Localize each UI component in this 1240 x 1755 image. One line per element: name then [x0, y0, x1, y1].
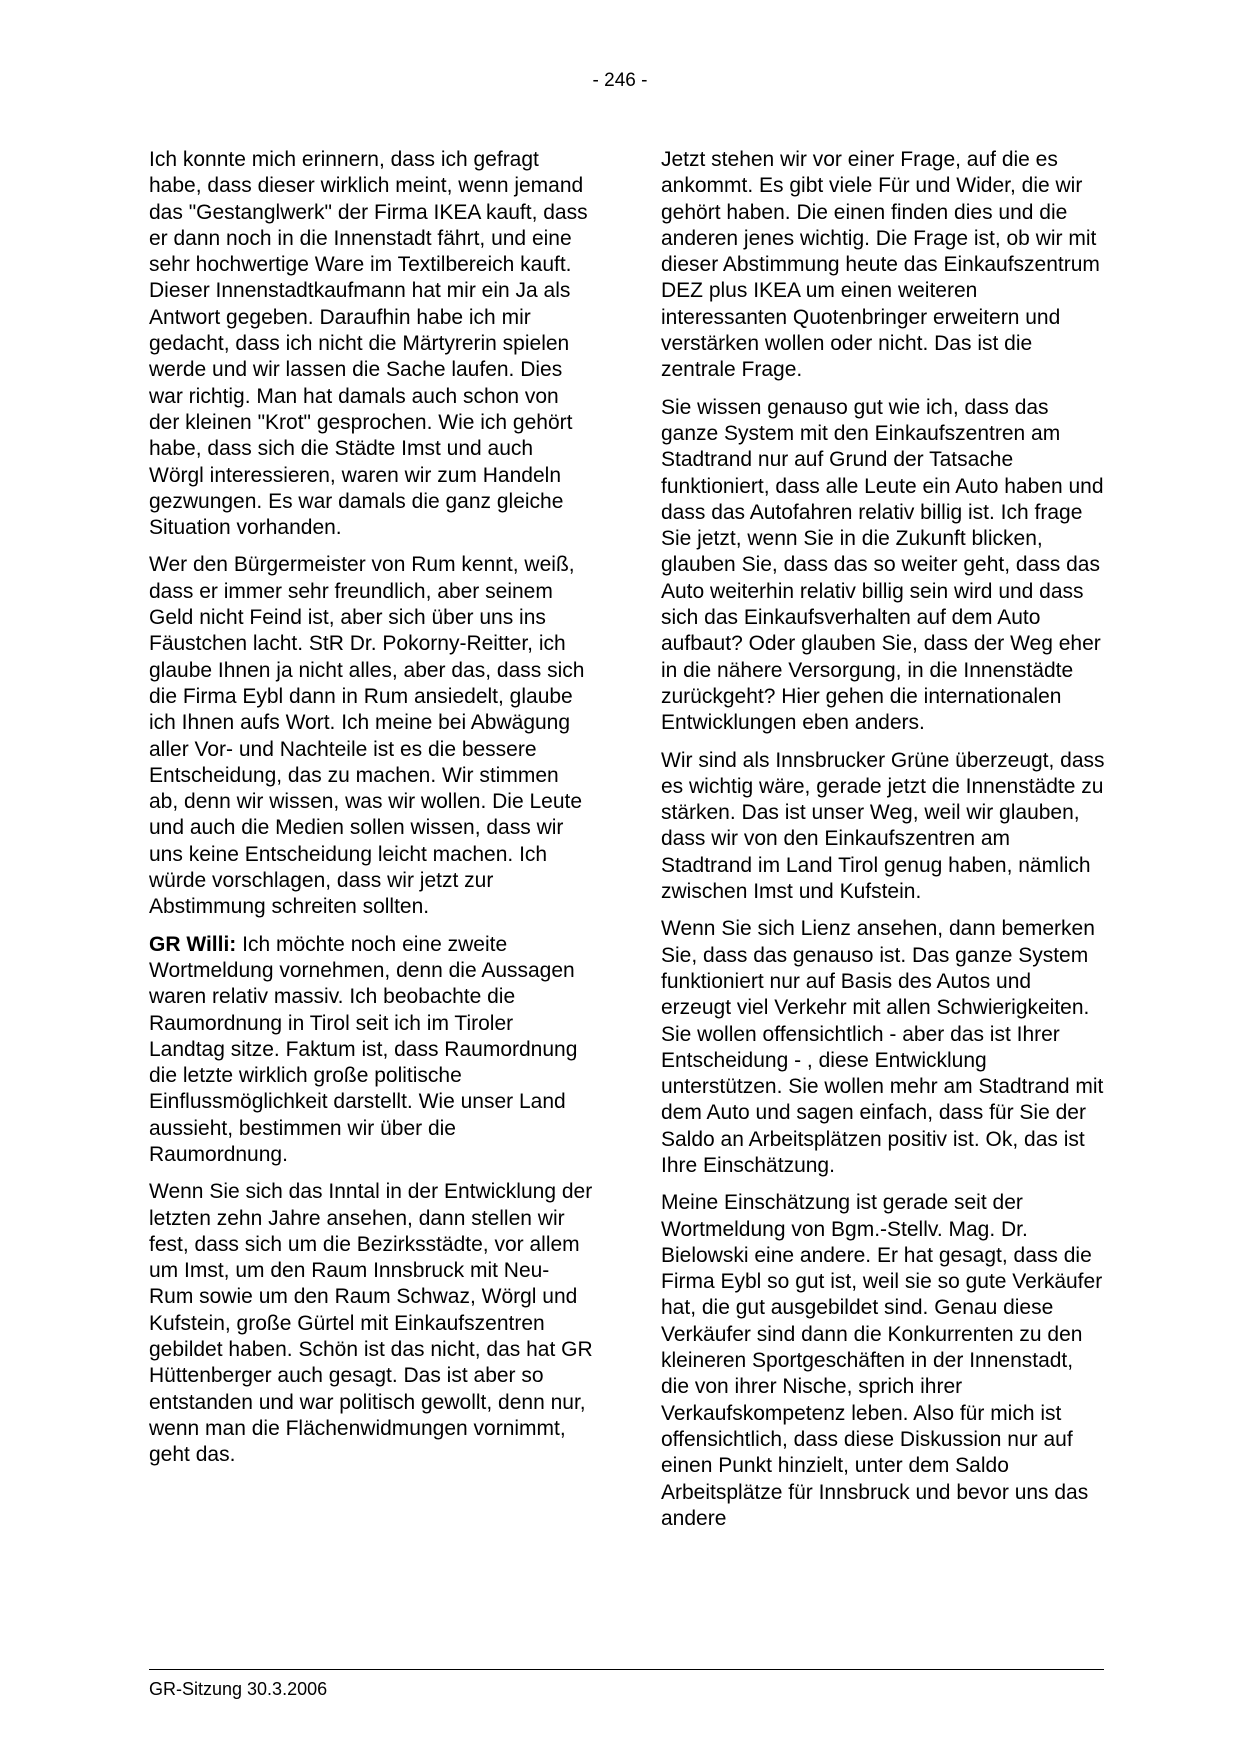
speaker-statement: Ich möchte noch eine zweite Wortmeldung vornehmen, denn die Aussagen waren relativ massiv. Ich beobachte die Raumordnung in Tirol seit ich im Tiroler Landtag sitze. Faktum ist, dass Raumordnung die letzte wirklich große politische Einflussmöglichkeit darstellt. Wie unser Land aussieht, bestimmen wir über die Raumordnung.: [149, 932, 578, 1166]
right-column: [661, 147, 1105, 1543]
speaker-name: GR Willi:: [149, 932, 237, 956]
footer-session-date: GR-Sitzung 30.3.2006: [149, 1679, 328, 1699]
page-number: - 246 -: [592, 70, 648, 91]
paragraph: Wir sind als Innsbrucker Grüne überzeugt, dass es wichtig wäre, gerade jetzt die Innenstädte zu stärken. Das ist unser Weg, weil wir glauben, dass wir von den Einkaufszentren am Stadtrand im Land Tirol genug haben, nämlich zwischen Imst und Kufstein.: [661, 748, 1105, 904]
footer-divider: [149, 1669, 1104, 1670]
left-column: [149, 147, 593, 1480]
paragraph: Wer den Bürgermeister von Rum kennt, weiß, dass er immer sehr freundlich, aber seinem Geld nicht Feind ist, aber sich über uns ins Fäustchen lacht. StR Dr. Pokorny-Reitter, ich glaube Ihnen ja nicht alles, aber das, dass sich die Firma Eybl dann in Rum ansiedelt, glaube ich Ihnen aufs Wort. Ich meine bei Abwägung aller Vor- und Nachteile ist es die bessere Entscheidung, das zu machen. Wir stimmen ab, denn wir wissen, was wir wollen. Die Leute und auch die Medien sollen wissen, dass wir uns keine Entscheidung leicht machen. Ich würde vorschlagen, dass wir jetzt zur Abstimmung schreiten sollten.: [149, 553, 585, 919]
paragraph: Jetzt stehen wir vor einer Frage, auf die es ankommt. Es gibt viele Für und Wider, die wir gehört haben. Die einen finden dies und die anderen jenes wichtig. Die Frage ist, ob wir mit dieser Abstimmung heute das Einkaufszentrum DEZ plus IKEA um einen weiteren interessanten Quotenbringer erweitern und verstärken wollen oder nicht. Das ist die zentrale Frage.: [661, 148, 1100, 382]
paragraph: Sie wissen genauso gut wie ich, dass das ganze System mit den Einkaufszentren am Stadtrand nur auf Grund der Tatsache funktioniert, dass alle Leute ein Auto haben und dass das Autofahren relativ billig ist. Ich frage Sie jetzt, wenn Sie in die Zukunft blicken, glauben Sie, dass das so weiter geht, dass das Auto weiterhin relativ billig sein wird und dass sich das Einkaufsverhalten auf dem Auto aufbaut? Oder glauben Sie, dass der Weg eher in die nähere Versorgung, in die Innenstädte zurückgeht? Hier gehen die internationalen Entwicklungen eben anders.: [661, 395, 1104, 735]
paragraph: Ich konnte mich erinnern, dass ich gefragt habe, dass dieser wirklich meint, wenn jemand das "Gestanglwerk" der Firma IKEA kauft, dass er dann noch in die Innenstadt fährt, und eine sehr hochwertige Ware im Textilbereich kauft. Dieser Innenstadtkaufmann hat mir ein Ja als Antwort gegeben. Daraufhin habe ich mir gedacht, dass ich nicht die Märtyrerin spielen werde und wir lassen die Sache laufen. Dies war richtig. Man hat damals auch schon von der kleinen "Krot" gesprochen. Wie ich gehört habe, dass sich die Städte Imst und auch Wörgl interessieren, waren wir zum Handeln gezwungen. Es war damals die ganz gleiche Situation vorhanden.: [149, 148, 588, 540]
paragraph: Wenn Sie sich das Inntal in der Entwicklung der letzten zehn Jahre ansehen, dann stellen wir fest, dass sich um die Bezirksstädte, vor allem um Imst, um den Raum Innsbruck mit Neu-Rum sowie um den Raum Schwaz, Wörgl und Kufstein, große Gürtel mit Einkaufszentren gebildet haben. Schön ist das nicht, das hat GR Hüttenberger auch gesagt. Das ist aber so entstanden und war politisch gewollt, denn nur, wenn man die Flächenwidmungen vornimmt, geht das.: [149, 1180, 593, 1467]
paragraph: Meine Einschätzung ist gerade seit der Wortmeldung von Bgm.-Stellv. Mag. Dr. Bielowski eine andere. Er hat gesagt, dass die Firma Eybl so gut ist, weil sie so gute Verkäufer hat, die gut ausgebildet sind. Genau diese Verkäufer sind dann die Konkurrenten zu den kleineren Sportgeschäften in der Innenstadt, die von ihrer Nische, sprich ihrer Verkaufskompetenz leben. Also für mich ist offensichtlich, dass diese Diskussion nur auf einen Punkt hinzielt, unter dem Saldo Arbeitsplätze für Innsbruck und bevor uns das andere: [661, 1191, 1103, 1530]
paragraph: Wenn Sie sich Lienz ansehen, dann bemerken Sie, dass das genauso ist. Das ganze System funktioniert nur auf Basis des Autos und erzeugt viel Verkehr mit allen Schwierigkeiten. Sie wollen offensichtlich - aber das ist Ihrer Entscheidung - , diese Entwicklung unterstützen. Sie wollen mehr am Stadtrand mit dem Auto und sagen einfach, dass für Sie der Saldo an Arbeitsplätzen positiv ist. Ok, das ist Ihre Einschätzung.: [661, 917, 1104, 1177]
paragraph: [149, 932, 593, 1169]
